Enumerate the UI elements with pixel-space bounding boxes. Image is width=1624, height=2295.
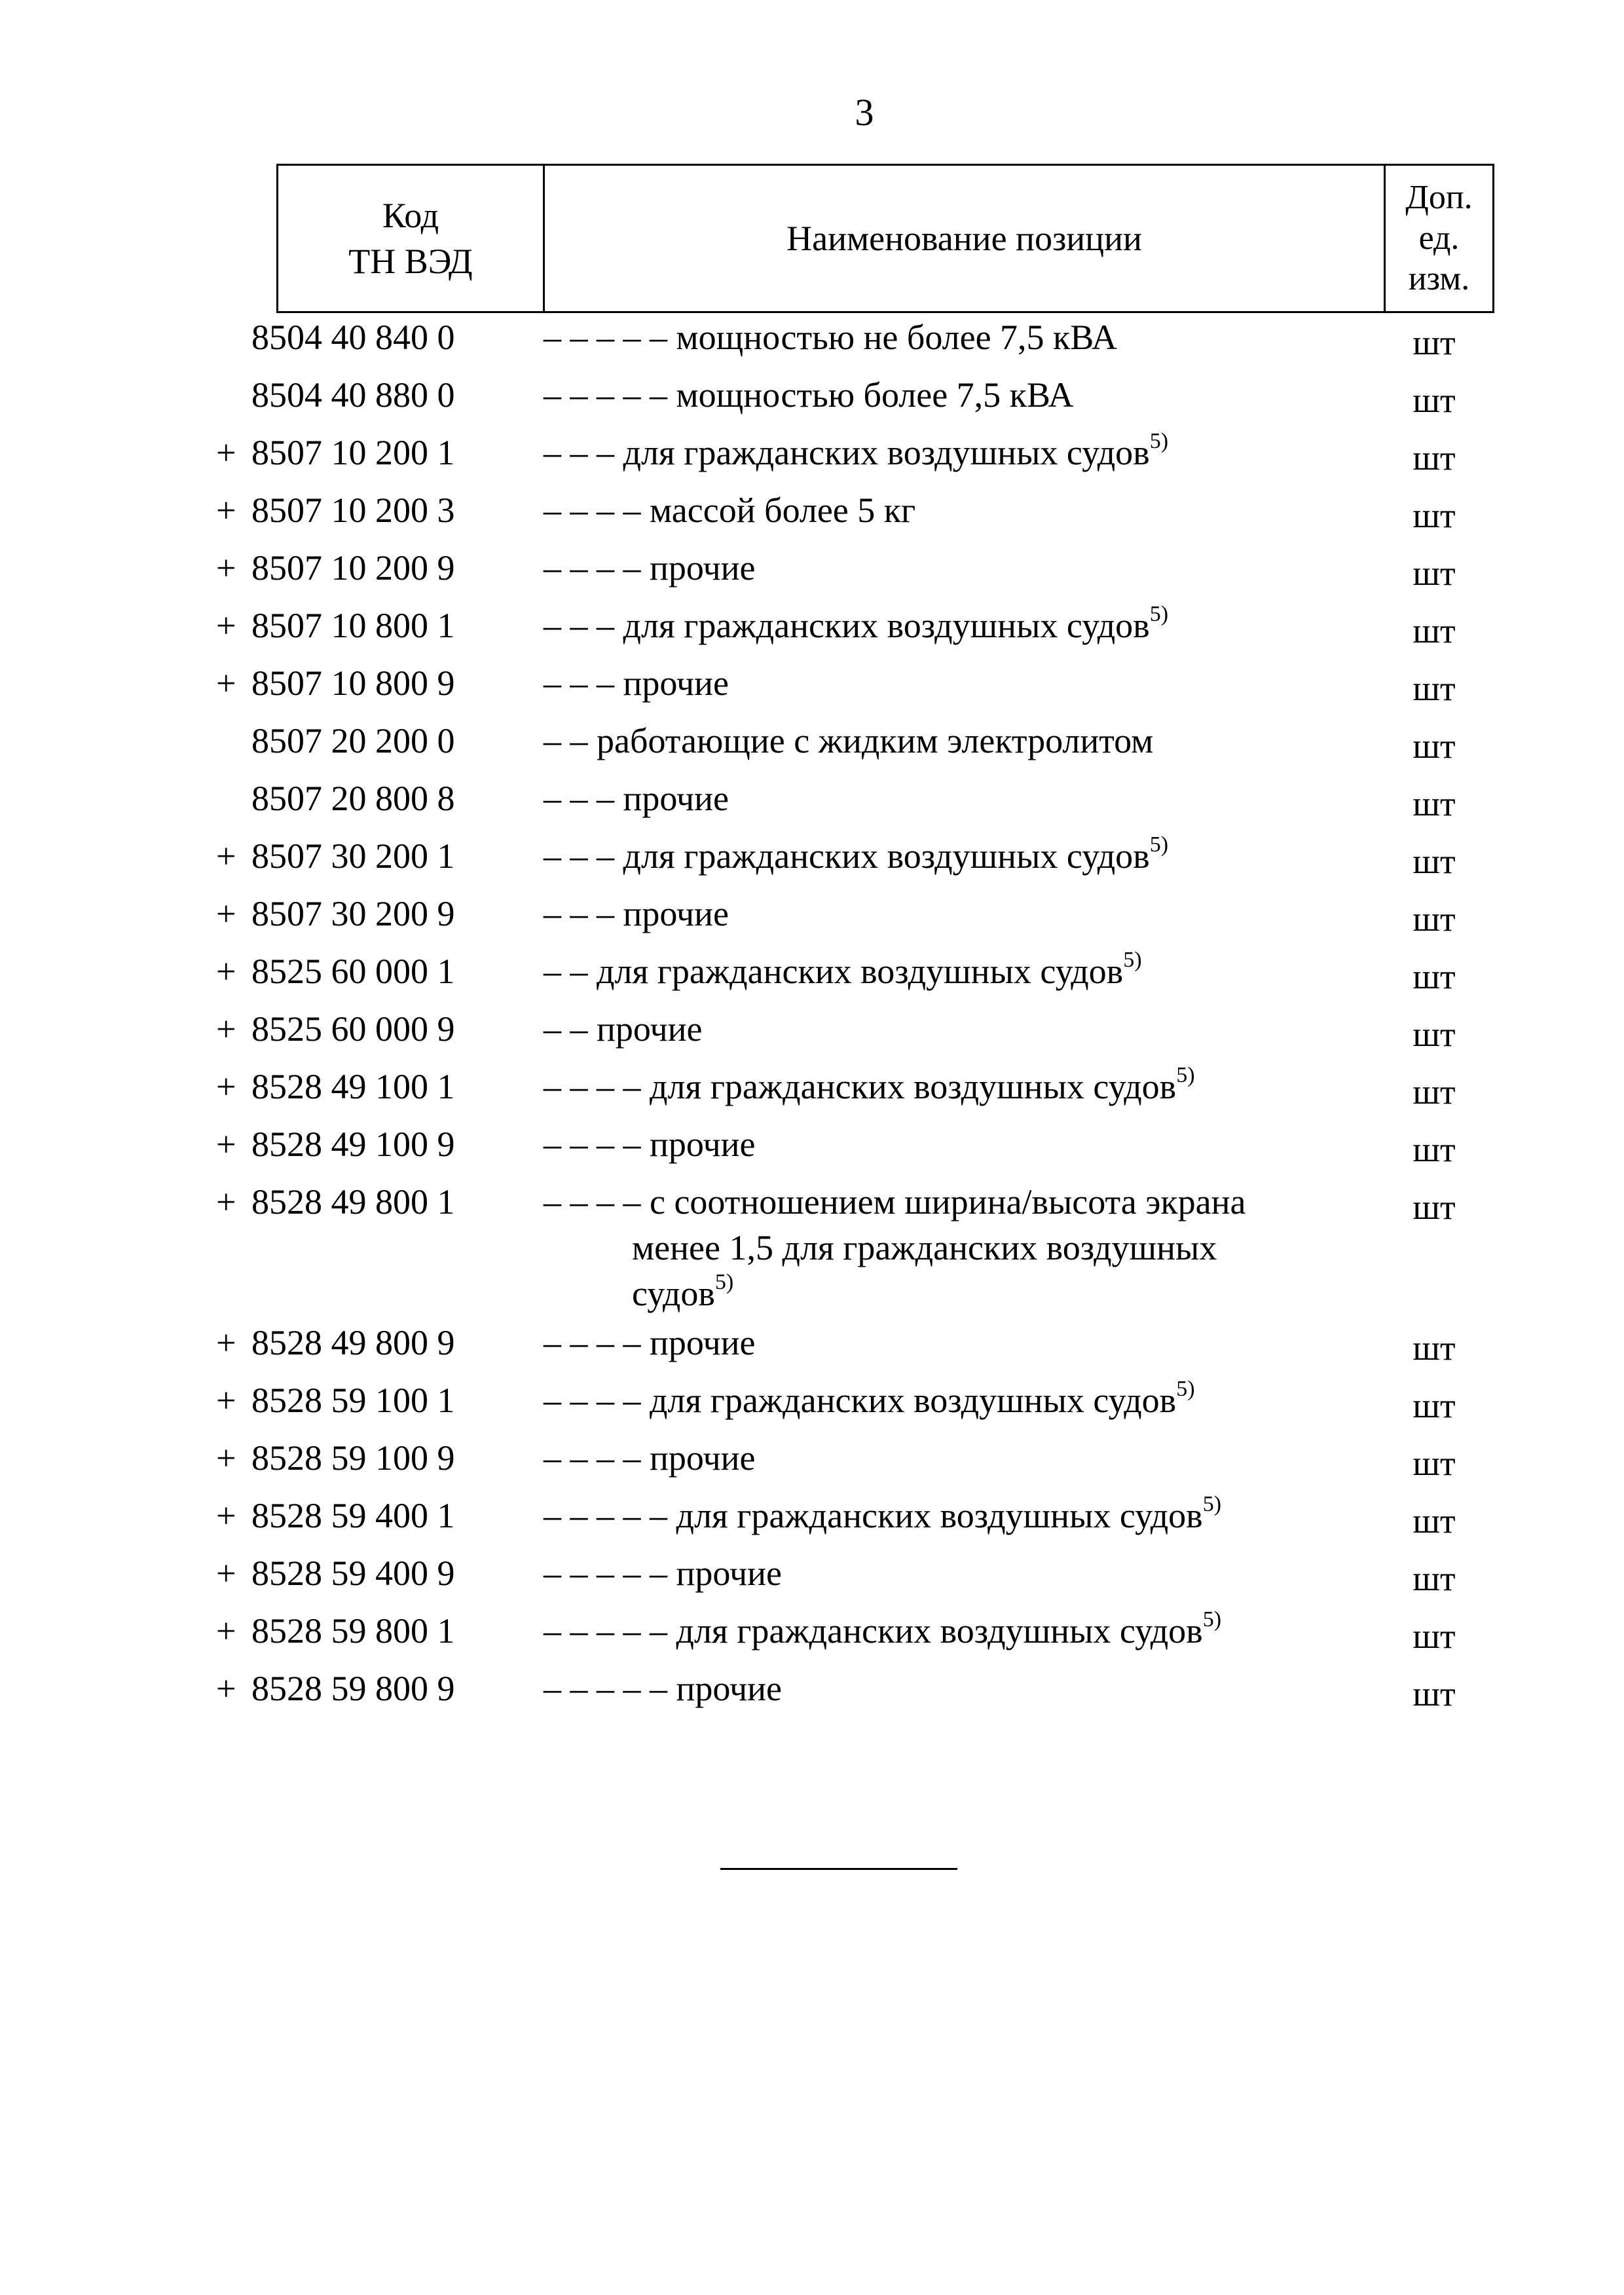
plus-mark: + [216,548,236,588]
name-cell: – – – для гражданских воздушных судов [544,836,1150,876]
footnote-ref: 5) [1202,1607,1222,1632]
name-cell: – – прочие [544,1009,703,1049]
table-row [216,1608,1486,1666]
header-name-text: Наименование позиции [786,219,1142,258]
header-code-line2: ТН ВЭД [348,242,473,281]
unit-cell: шт [1412,381,1456,420]
header-code [278,166,545,311]
table-row [216,1550,1486,1608]
unit-cell: шт [1412,726,1456,766]
plus-mark: + [216,1381,236,1420]
plus-mark: + [216,606,236,645]
plus-mark: + [216,1611,236,1651]
table-row [216,1666,1486,1723]
unit-cell: шт [1412,1616,1456,1656]
name-cell: – – – – прочие [544,1125,756,1164]
name-cell: – – – – – для гражданских воздушных судов [544,1496,1203,1535]
table-row [216,545,1486,603]
footnote-ref: 5) [1176,1377,1195,1401]
name-cell: – – – прочие [544,894,729,933]
code-cell: 8528 59 400 1 [251,1496,455,1535]
unit-cell: шт [1412,1444,1456,1483]
name-cell: – – – – прочие [544,1323,756,1362]
code-cell: 8504 40 880 0 [251,375,455,415]
plus-mark: + [216,952,236,991]
footnote-ref: 5) [1149,832,1169,857]
plus-mark: + [216,1067,236,1106]
header-unit [1386,166,1492,311]
code-cell: 8507 10 800 9 [251,663,455,703]
table-row [216,1121,1486,1179]
plus-mark: + [216,1009,236,1049]
unit-cell: шт [1412,784,1456,823]
code-cell: 8528 59 100 9 [251,1438,455,1478]
name-cell: – – – – с соотношением ширина/высота экрана менее 1,5 для гражданских воздушных судов [544,1182,1246,1313]
table-row [216,833,1486,891]
table-row [216,603,1486,660]
name-cell: – – – – массой более 5 кг [544,491,916,530]
table-row [216,1435,1486,1493]
name-cell: – – – – прочие [544,548,756,588]
unit-cell: шт [1412,553,1456,593]
code-cell: 8507 10 200 9 [251,548,455,588]
unit-cell: шт [1412,1559,1456,1598]
plus-mark: + [216,1125,236,1164]
code-cell: 8528 49 800 9 [251,1323,455,1362]
plus-mark: + [216,1182,236,1222]
code-cell: 8504 40 840 0 [251,318,455,357]
header-unit-line3: изм. [1408,260,1470,297]
end-rule [720,1868,957,1870]
table-row [216,1179,1486,1320]
unit-cell: шт [1412,669,1456,708]
name-cell: – – – для гражданских воздушных судов [544,433,1150,472]
plus-mark: + [216,1323,236,1362]
header-code-line1: Код [382,196,439,235]
code-cell: 8507 20 200 0 [251,721,455,760]
unit-cell: шт [1412,1328,1456,1368]
name-cell: – – – – для гражданских воздушных судов [544,1381,1177,1420]
code-cell: 8528 59 100 1 [251,1381,455,1420]
footnote-ref: 5) [714,1270,734,1294]
code-cell: 8528 49 100 1 [251,1067,455,1106]
code-cell: 8525 60 000 9 [251,1009,455,1049]
table-row [216,948,1486,1006]
name-cell: – – – – – мощностью не более 7,5 кВА [544,318,1117,357]
plus-mark: + [216,433,236,472]
plus-mark: + [216,663,236,703]
page-number: 3 [855,91,874,134]
plus-mark: + [216,894,236,933]
code-cell: 8507 30 200 9 [251,894,455,933]
unit-cell: шт [1412,438,1456,477]
plus-mark: + [216,836,236,876]
table-row [216,891,1486,948]
footnote-ref: 5) [1123,948,1142,972]
name-cell: – – работающие с жидким электролитом [544,721,1154,760]
code-cell: 8507 30 200 1 [251,836,455,876]
table-row [216,314,1486,372]
table-header [276,164,1494,313]
table-row [216,1320,1486,1377]
unit-cell: шт [1412,323,1456,362]
plus-mark: + [216,1554,236,1593]
name-cell: – – – для гражданских воздушных судов [544,606,1150,645]
name-cell: – – – – – прочие [544,1554,783,1593]
unit-cell: шт [1412,1187,1456,1227]
table-row [216,775,1486,833]
table-row [216,1064,1486,1121]
footnote-ref: 5) [1202,1492,1222,1516]
code-cell: 8528 59 800 1 [251,1611,455,1651]
name-cell: – – для гражданских воздушных судов [544,952,1124,991]
code-cell: 8507 20 800 8 [251,779,455,818]
name-cell: – – – – для гражданских воздушных судов [544,1067,1177,1106]
code-cell: 8528 49 800 1 [251,1182,455,1222]
code-cell: 8528 49 100 9 [251,1125,455,1164]
plus-mark: + [216,1438,236,1478]
name-cell: – – – – прочие [544,1438,756,1478]
unit-cell: шт [1412,899,1456,939]
unit-cell: шт [1412,1501,1456,1540]
code-cell: 8507 10 200 1 [251,433,455,472]
unit-cell: шт [1412,1674,1456,1713]
code-cell: 8528 59 400 9 [251,1554,455,1593]
unit-cell: шт [1412,1386,1456,1425]
unit-cell: шт [1412,496,1456,535]
footnote-ref: 5) [1176,1063,1195,1087]
table-row [216,430,1486,487]
name-cell: – – – – – прочие [544,1669,783,1708]
header-unit-line2: ед. [1418,219,1460,257]
plus-mark: + [216,1669,236,1708]
code-cell: 8507 10 200 3 [251,491,455,530]
code-cell: 8525 60 000 1 [251,952,455,991]
name-cell: – – – – – для гражданских воздушных судов [544,1611,1203,1651]
name-cell: – – – – – мощностью более 7,5 кВА [544,375,1074,415]
table-row [216,1377,1486,1435]
code-cell: 8507 10 800 1 [251,606,455,645]
table-row [216,1006,1486,1064]
plus-mark: + [216,1496,236,1535]
table-row [216,372,1486,430]
header-unit-line1: Доп. [1405,179,1473,216]
footnote-ref: 5) [1149,429,1169,453]
unit-cell: шт [1412,1130,1456,1169]
unit-cell: шт [1412,1015,1456,1054]
unit-cell: шт [1412,611,1456,650]
table-body [216,314,1486,1723]
name-cell: – – – прочие [544,779,729,818]
unit-cell: шт [1412,1072,1456,1111]
table-row [216,718,1486,775]
table-row [216,660,1486,718]
footnote-ref: 5) [1149,602,1169,626]
header-name [545,166,1386,311]
table-row [216,1493,1486,1550]
unit-cell: шт [1412,957,1456,996]
table-row [216,487,1486,545]
plus-mark: + [216,491,236,530]
name-cell: – – – прочие [544,663,729,703]
unit-cell: шт [1412,842,1456,881]
code-cell: 8528 59 800 9 [251,1669,455,1708]
